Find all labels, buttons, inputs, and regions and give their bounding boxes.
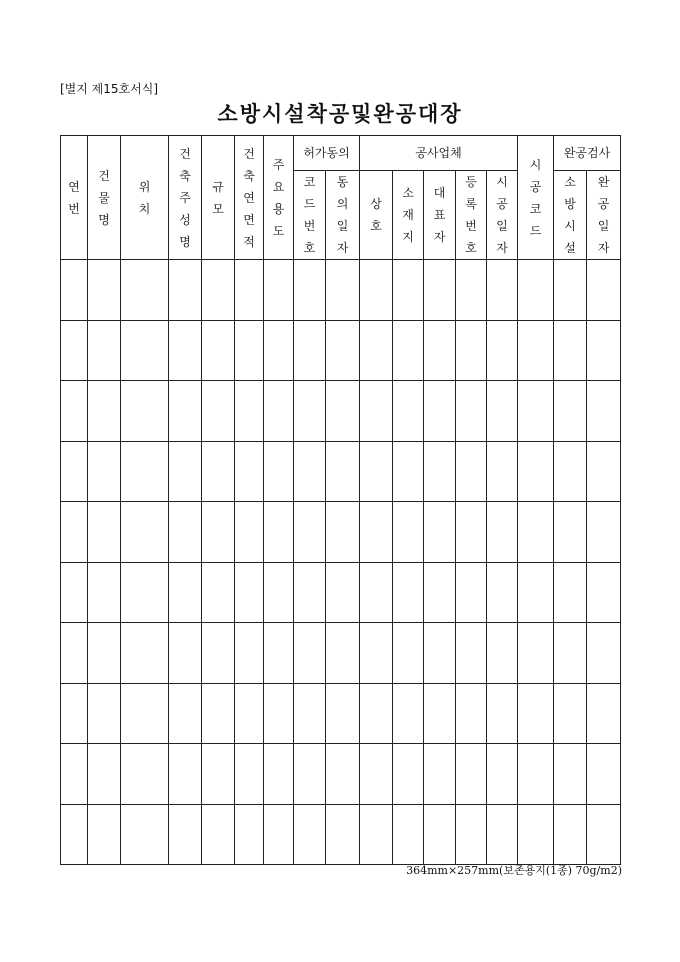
- table-row: [61, 562, 621, 623]
- table-cell[interactable]: [518, 441, 554, 502]
- table-cell[interactable]: [393, 502, 424, 563]
- table-cell[interactable]: [360, 441, 393, 502]
- table-cell[interactable]: [326, 623, 360, 684]
- table-cell[interactable]: [235, 502, 264, 563]
- header-start-date: 시공일자: [487, 171, 518, 260]
- header-permit-code: 코드번호: [294, 171, 326, 260]
- table-cell[interactable]: [554, 562, 587, 623]
- table-cell[interactable]: [424, 320, 456, 381]
- table-cell[interactable]: [235, 744, 264, 805]
- table-row: [61, 683, 621, 744]
- table-cell[interactable]: [169, 441, 202, 502]
- table-row: [61, 441, 621, 502]
- table-cell[interactable]: [487, 502, 518, 563]
- table-cell[interactable]: [61, 744, 88, 805]
- table-cell[interactable]: [393, 804, 424, 865]
- table-cell[interactable]: [121, 260, 169, 321]
- table-row: [61, 320, 621, 381]
- table-cell[interactable]: [487, 804, 518, 865]
- table-cell[interactable]: [326, 683, 360, 744]
- table-cell[interactable]: [61, 320, 88, 381]
- table-cell[interactable]: [121, 320, 169, 381]
- table-cell[interactable]: [424, 744, 456, 805]
- table-row: [61, 804, 621, 865]
- table-cell[interactable]: [424, 441, 456, 502]
- table-cell[interactable]: [169, 562, 202, 623]
- paper-spec-footer: 364mm×257mm(보존용지(1종) 70g/m2): [406, 864, 622, 877]
- table-cell[interactable]: [121, 381, 169, 442]
- header-contractor-group: 공사업체: [360, 136, 518, 171]
- table-cell[interactable]: [587, 623, 621, 684]
- table-cell[interactable]: [587, 260, 621, 321]
- table-cell[interactable]: [424, 381, 456, 442]
- table-cell[interactable]: [487, 320, 518, 381]
- table-cell[interactable]: [554, 683, 587, 744]
- table-cell[interactable]: [393, 441, 424, 502]
- table-cell[interactable]: [294, 260, 326, 321]
- table-cell[interactable]: [202, 320, 235, 381]
- table-cell[interactable]: [264, 502, 294, 563]
- table-cell[interactable]: [294, 683, 326, 744]
- table-cell[interactable]: [121, 623, 169, 684]
- table-cell[interactable]: [202, 381, 235, 442]
- table-cell[interactable]: [518, 623, 554, 684]
- table-cell[interactable]: [169, 744, 202, 805]
- table-cell[interactable]: [202, 441, 235, 502]
- table-cell[interactable]: [121, 804, 169, 865]
- header-scale: 규모: [202, 136, 235, 260]
- table-cell[interactable]: [326, 502, 360, 563]
- table-cell[interactable]: [264, 623, 294, 684]
- table-cell[interactable]: [264, 562, 294, 623]
- table-cell[interactable]: [264, 320, 294, 381]
- table-cell[interactable]: [360, 623, 393, 684]
- table-cell[interactable]: [326, 804, 360, 865]
- table-cell[interactable]: [360, 260, 393, 321]
- header-owner: 건축주성명: [169, 136, 202, 260]
- table-cell[interactable]: [424, 502, 456, 563]
- table-cell[interactable]: [235, 441, 264, 502]
- table-cell[interactable]: [202, 260, 235, 321]
- table-cell[interactable]: [487, 744, 518, 805]
- table-cell[interactable]: [88, 683, 121, 744]
- table-cell[interactable]: [456, 744, 487, 805]
- table-cell[interactable]: [169, 502, 202, 563]
- table-cell[interactable]: [88, 804, 121, 865]
- table-cell[interactable]: [456, 562, 487, 623]
- ledger-body: [61, 260, 621, 865]
- table-cell[interactable]: [456, 623, 487, 684]
- table-cell[interactable]: [169, 623, 202, 684]
- header-main-use: 주요용도: [264, 136, 294, 260]
- table-cell[interactable]: [518, 381, 554, 442]
- table-cell[interactable]: [235, 381, 264, 442]
- table-cell[interactable]: [393, 562, 424, 623]
- table-cell[interactable]: [554, 502, 587, 563]
- header-completion-date: 완공일자: [587, 171, 621, 260]
- header-address: 소재지: [393, 171, 424, 260]
- table-cell[interactable]: [587, 502, 621, 563]
- table-row: [61, 744, 621, 805]
- table-cell[interactable]: [360, 381, 393, 442]
- table-cell[interactable]: [294, 804, 326, 865]
- header-representative: 대표자: [424, 171, 456, 260]
- table-cell[interactable]: [202, 683, 235, 744]
- table-cell[interactable]: [424, 260, 456, 321]
- table-cell[interactable]: [518, 804, 554, 865]
- table-cell[interactable]: [88, 562, 121, 623]
- table-cell[interactable]: [88, 623, 121, 684]
- table-cell[interactable]: [169, 260, 202, 321]
- table-cell[interactable]: [326, 260, 360, 321]
- table-cell[interactable]: [264, 804, 294, 865]
- table-cell[interactable]: [202, 502, 235, 563]
- table-cell[interactable]: [88, 502, 121, 563]
- table-cell[interactable]: [88, 744, 121, 805]
- table-cell[interactable]: [456, 502, 487, 563]
- table-cell[interactable]: [294, 441, 326, 502]
- table-cell[interactable]: [554, 623, 587, 684]
- table-cell[interactable]: [518, 562, 554, 623]
- table-cell[interactable]: [487, 381, 518, 442]
- table-cell[interactable]: [456, 320, 487, 381]
- table-cell[interactable]: [61, 502, 88, 563]
- table-row: [61, 502, 621, 563]
- table-row: [61, 260, 621, 321]
- table-cell[interactable]: [294, 502, 326, 563]
- table-cell[interactable]: [326, 381, 360, 442]
- table-cell[interactable]: [456, 381, 487, 442]
- page-title: 소방시설착공및완공대장: [217, 101, 463, 126]
- table-cell[interactable]: [294, 381, 326, 442]
- table-cell[interactable]: [264, 744, 294, 805]
- table-cell[interactable]: [235, 562, 264, 623]
- table-cell[interactable]: [88, 381, 121, 442]
- header-consent-date: 동의일자: [326, 171, 360, 260]
- table-cell[interactable]: [360, 683, 393, 744]
- table-cell[interactable]: [235, 804, 264, 865]
- table-cell[interactable]: [360, 562, 393, 623]
- table-cell[interactable]: [169, 320, 202, 381]
- table-cell[interactable]: [169, 804, 202, 865]
- table-cell[interactable]: [393, 744, 424, 805]
- table-cell[interactable]: [169, 683, 202, 744]
- table-cell[interactable]: [456, 260, 487, 321]
- table-cell[interactable]: [202, 562, 235, 623]
- table-cell[interactable]: [487, 260, 518, 321]
- table-cell[interactable]: [554, 744, 587, 805]
- table-cell[interactable]: [235, 260, 264, 321]
- table-cell[interactable]: [393, 320, 424, 381]
- table-cell[interactable]: [587, 381, 621, 442]
- table-cell[interactable]: [61, 381, 88, 442]
- table-cell[interactable]: [121, 502, 169, 563]
- table-cell[interactable]: [61, 683, 88, 744]
- table-cell[interactable]: [487, 441, 518, 502]
- table-row: [61, 623, 621, 684]
- table-cell[interactable]: [264, 260, 294, 321]
- table-cell[interactable]: [518, 744, 554, 805]
- table-cell[interactable]: [393, 623, 424, 684]
- table-cell[interactable]: [393, 260, 424, 321]
- table-cell[interactable]: [360, 744, 393, 805]
- table-cell[interactable]: [202, 804, 235, 865]
- table-cell[interactable]: [554, 260, 587, 321]
- table-cell[interactable]: [456, 441, 487, 502]
- header-permit-group: 허가동의: [294, 136, 360, 171]
- table-cell[interactable]: [518, 260, 554, 321]
- table-cell[interactable]: [121, 562, 169, 623]
- header-building-name: 건물명: [88, 136, 121, 260]
- table-cell[interactable]: [121, 683, 169, 744]
- table-cell[interactable]: [264, 381, 294, 442]
- table-cell[interactable]: [88, 441, 121, 502]
- table-cell[interactable]: [264, 683, 294, 744]
- table-cell[interactable]: [360, 320, 393, 381]
- table-cell[interactable]: [294, 562, 326, 623]
- header-inspection-group: 완공검사: [554, 136, 621, 171]
- table-cell[interactable]: [294, 623, 326, 684]
- table-cell[interactable]: [554, 381, 587, 442]
- table-cell[interactable]: [61, 804, 88, 865]
- header-company-name: 상호: [360, 171, 393, 260]
- table-cell[interactable]: [554, 804, 587, 865]
- table-cell[interactable]: [587, 441, 621, 502]
- header-work-code: 시공코드: [518, 136, 554, 260]
- table-row: [61, 381, 621, 442]
- table-cell[interactable]: [202, 744, 235, 805]
- table-cell[interactable]: [456, 804, 487, 865]
- table-cell[interactable]: [235, 683, 264, 744]
- table-cell[interactable]: [294, 744, 326, 805]
- table-cell[interactable]: [487, 562, 518, 623]
- table-cell[interactable]: [326, 744, 360, 805]
- table-cell[interactable]: [587, 683, 621, 744]
- table-cell[interactable]: [424, 562, 456, 623]
- table-cell[interactable]: [587, 744, 621, 805]
- table-cell[interactable]: [424, 804, 456, 865]
- table-cell[interactable]: [487, 683, 518, 744]
- table-cell[interactable]: [518, 502, 554, 563]
- table-cell[interactable]: [326, 562, 360, 623]
- table-cell[interactable]: [235, 623, 264, 684]
- table-cell[interactable]: [456, 683, 487, 744]
- table-cell[interactable]: [61, 562, 88, 623]
- table-cell[interactable]: [424, 623, 456, 684]
- table-cell[interactable]: [88, 260, 121, 321]
- table-cell[interactable]: [518, 320, 554, 381]
- table-cell[interactable]: [587, 562, 621, 623]
- table-cell[interactable]: [294, 320, 326, 381]
- table-cell[interactable]: [554, 441, 587, 502]
- ledger-table: [60, 135, 621, 865]
- table-cell[interactable]: [202, 623, 235, 684]
- table-cell[interactable]: [61, 623, 88, 684]
- table-cell[interactable]: [360, 804, 393, 865]
- table-cell[interactable]: [169, 381, 202, 442]
- header-serial: 연번: [61, 136, 88, 260]
- table-cell[interactable]: [587, 320, 621, 381]
- table-cell[interactable]: [360, 502, 393, 563]
- table-cell[interactable]: [587, 804, 621, 865]
- table-cell[interactable]: [88, 320, 121, 381]
- header-location: 위치: [121, 136, 169, 260]
- header-reg-number: 등록번호: [456, 171, 487, 260]
- table-cell[interactable]: [393, 683, 424, 744]
- form-label: [별지 제15호서식]: [60, 82, 158, 96]
- header-floor-area: 건축연면적: [235, 136, 264, 260]
- table-cell[interactable]: [235, 320, 264, 381]
- table-cell[interactable]: [424, 683, 456, 744]
- table-cell[interactable]: [393, 381, 424, 442]
- table-cell[interactable]: [264, 441, 294, 502]
- table-cell[interactable]: [518, 683, 554, 744]
- table-cell[interactable]: [554, 320, 587, 381]
- table-cell[interactable]: [326, 320, 360, 381]
- table-cell[interactable]: [326, 441, 360, 502]
- table-cell[interactable]: [61, 260, 88, 321]
- table-cell[interactable]: [121, 441, 169, 502]
- header-fire-facility: 소방시설: [554, 171, 587, 260]
- table-cell[interactable]: [487, 623, 518, 684]
- table-cell[interactable]: [61, 441, 88, 502]
- table-cell[interactable]: [121, 744, 169, 805]
